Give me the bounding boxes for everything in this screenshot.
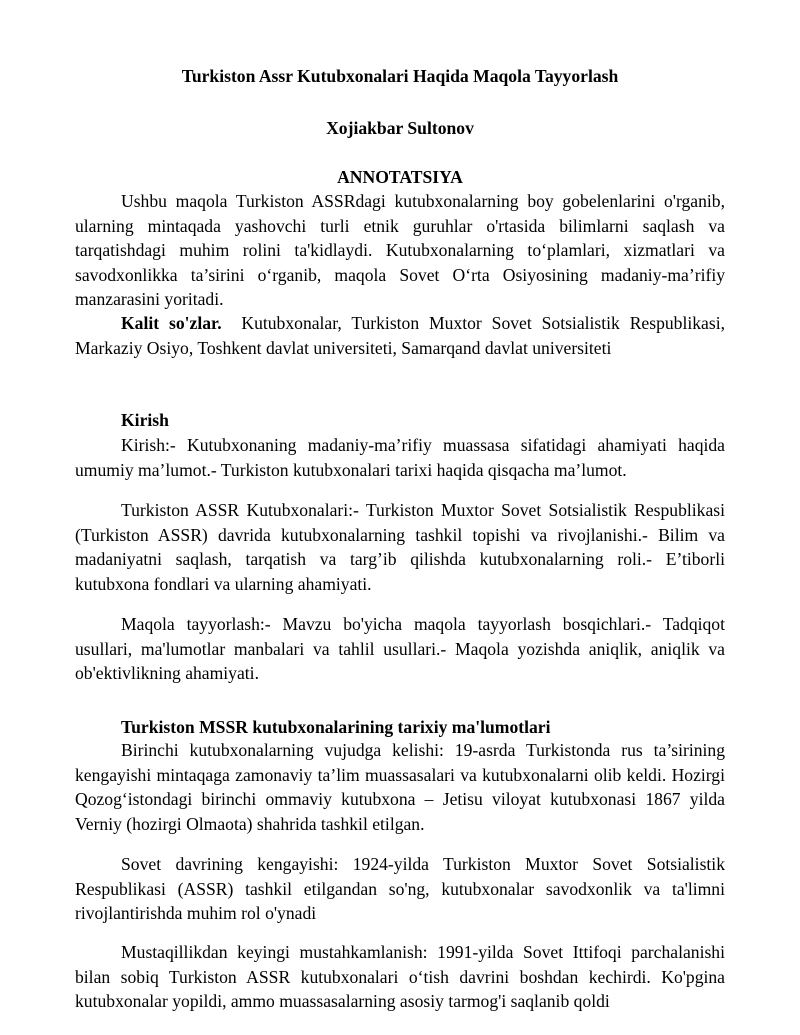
- author-name: Xojiakbar Sultonov: [326, 118, 474, 138]
- history-paragraph-1: Birinchi kutubxonalarning vujudga kelishi: 19-asrda Turkistonda rus ta’sirining kengayishi mintaqaga zamonaviy ta’lim muassasalari va kutubxonalarni olib keldi. Hozirgi Qozog‘istondagi birinchi ommaviy kutubxona – Jetisu viloyat kutubxonasi 1867 yilda Verniy (hozirgi Olmaota) shahrida tashkil etilgan.: [75, 740, 725, 834]
- intro-paragraph-2: Turkiston ASSR Kutubxonalari:- Turkiston Muxtor Sovet Sotsialistik Respublikasi (Turkiston ASSR) davrida kutubxonalarning tashkil topishi va rivojlanishi.- Bilim va madaniyatni saqlash, tarqatish va targ’ib qilishda kutubxonalarning roli.- E’tiborli kutubxona fondlari va ularning ahamiyati.: [75, 500, 725, 594]
- intro-heading: Kirish: [121, 410, 169, 430]
- keywords-text: Kutubxonalar, Turkiston Muxtor Sovet Sotsialistik Respublikasi, Markaziy Osiyo, Toshkent davlat universiteti, Samarqand davlat universiteti: [75, 313, 725, 358]
- intro-paragraph-3: Maqola tayyorlash:- Mavzu bo'yicha maqola tayyorlash bosqichlari.- Tadqiqot usullari, ma'lumotlar manbalari va tahlil usullari.- Maqola yozishda aniqlik, aniqlik va ob'ektivlikning ahamiyati.: [75, 614, 725, 683]
- history-paragraph-3: Mustaqillikdan keyingi mustahkamlanish: 1991-yilda Sovet Ittifoqi parchalanishi bilan sobiq Turkiston ASSR kutubxonalari o‘tish davrini boshdan kechirdi. Ko'pgina kutubxonalar yopildi, ammo muassasalarning asosiy tarmog'i saqlanib qoldi: [75, 942, 725, 1011]
- document-title: Turkiston Assr Kutubxonalari Haqida Maqola Tayyorlash: [181, 66, 619, 86]
- keywords-paragraph: [75, 311, 725, 360]
- annotation-heading: ANNOTATSIYA: [337, 167, 463, 187]
- history-paragraph-2: Sovet davrining kengayishi: 1924-yilda Turkiston Muxtor Sovet Sotsialistik Respublikasi (ASSR) tashkil etilgandan so'ng, kutubxonalar savodxonlik va ta'limni rivojlantirishda muhim rol o'ynadi: [75, 854, 725, 923]
- keywords-label: Kalit so'zlar.: [121, 313, 222, 333]
- annotation-paragraph: Ushbu maqola Turkiston ASSRdagi kutubxonalarning boy gobelenlarini o'rganib, ularning mintaqada yashovchi turli etnik guruhlar o'rtasida bilimlarni saqlash va tarqatishdagi muhim rolini ta'kidlaydi. Kutubxonalarning to‘plamlari, xizmatlari va savodxonlikka ta’sirini o‘rganib, maqola Sovet O‘rta Osiyosining madaniy-ma’rifiy manzarasini yoritadi.: [75, 191, 725, 309]
- intro-paragraph-1: Kirish:- Kutubxonaning madaniy-ma’rifiy muassasa sifatidagi ahamiyati haqida umumiy ma’lumot.- Turkiston kutubxonalari tarixi haqida qisqacha ma’lumot.: [75, 435, 725, 480]
- history-heading: Turkiston MSSR kutubxonalarining tarixiy ma'lumotlari: [121, 717, 551, 737]
